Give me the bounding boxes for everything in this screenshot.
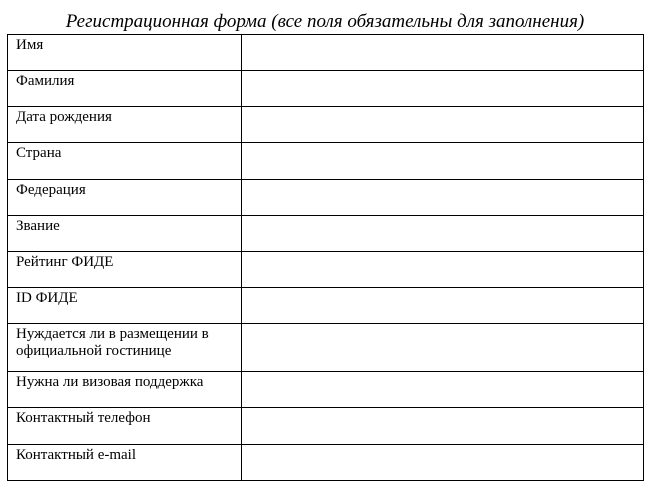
field-label: Дата рождения [8, 107, 242, 143]
phone-value[interactable] [242, 408, 644, 445]
form-row-country [8, 143, 644, 180]
form-row-birth-date [8, 107, 644, 143]
chess-title-value[interactable] [242, 216, 644, 252]
field-label: Контактный телефон [8, 408, 242, 445]
field-label: Федерация [8, 180, 242, 216]
first-name-value[interactable] [242, 35, 644, 71]
form-row-fide-rating [8, 252, 644, 288]
form-row-email [8, 445, 644, 481]
fide-id-value[interactable] [242, 288, 644, 324]
form-row-visa [8, 372, 644, 408]
form-row-first-name [8, 35, 644, 71]
field-label: Фамилия [8, 71, 242, 107]
field-label: Нуждается ли в размещении в официальной гостинице [8, 324, 242, 372]
hotel-value[interactable] [242, 324, 644, 372]
country-value[interactable] [242, 143, 644, 180]
field-label: Нужна ли визовая поддержка [8, 372, 242, 408]
form-row-title [8, 216, 644, 252]
field-label: Страна [8, 143, 242, 180]
birth-date-value[interactable] [242, 107, 644, 143]
form-row-last-name [8, 71, 644, 107]
form-row-hotel [8, 324, 644, 372]
field-label: Контактный e-mail [8, 445, 242, 481]
last-name-value[interactable] [242, 71, 644, 107]
fide-rating-value[interactable] [242, 252, 644, 288]
registration-form-table [7, 34, 644, 481]
email-value[interactable] [242, 445, 644, 481]
federation-value[interactable] [242, 180, 644, 216]
field-label: Звание [8, 216, 242, 252]
form-row-phone [8, 408, 644, 445]
form-title: Регистрационная форма (все поля обязательны для заполнения) [65, 11, 585, 32]
form-row-fide-id [8, 288, 644, 324]
field-label: Имя [8, 35, 242, 71]
field-label: ID ФИДЕ [8, 288, 242, 324]
form-row-federation [8, 180, 644, 216]
visa-value[interactable] [242, 372, 644, 408]
field-label: Рейтинг ФИДЕ [8, 252, 242, 288]
